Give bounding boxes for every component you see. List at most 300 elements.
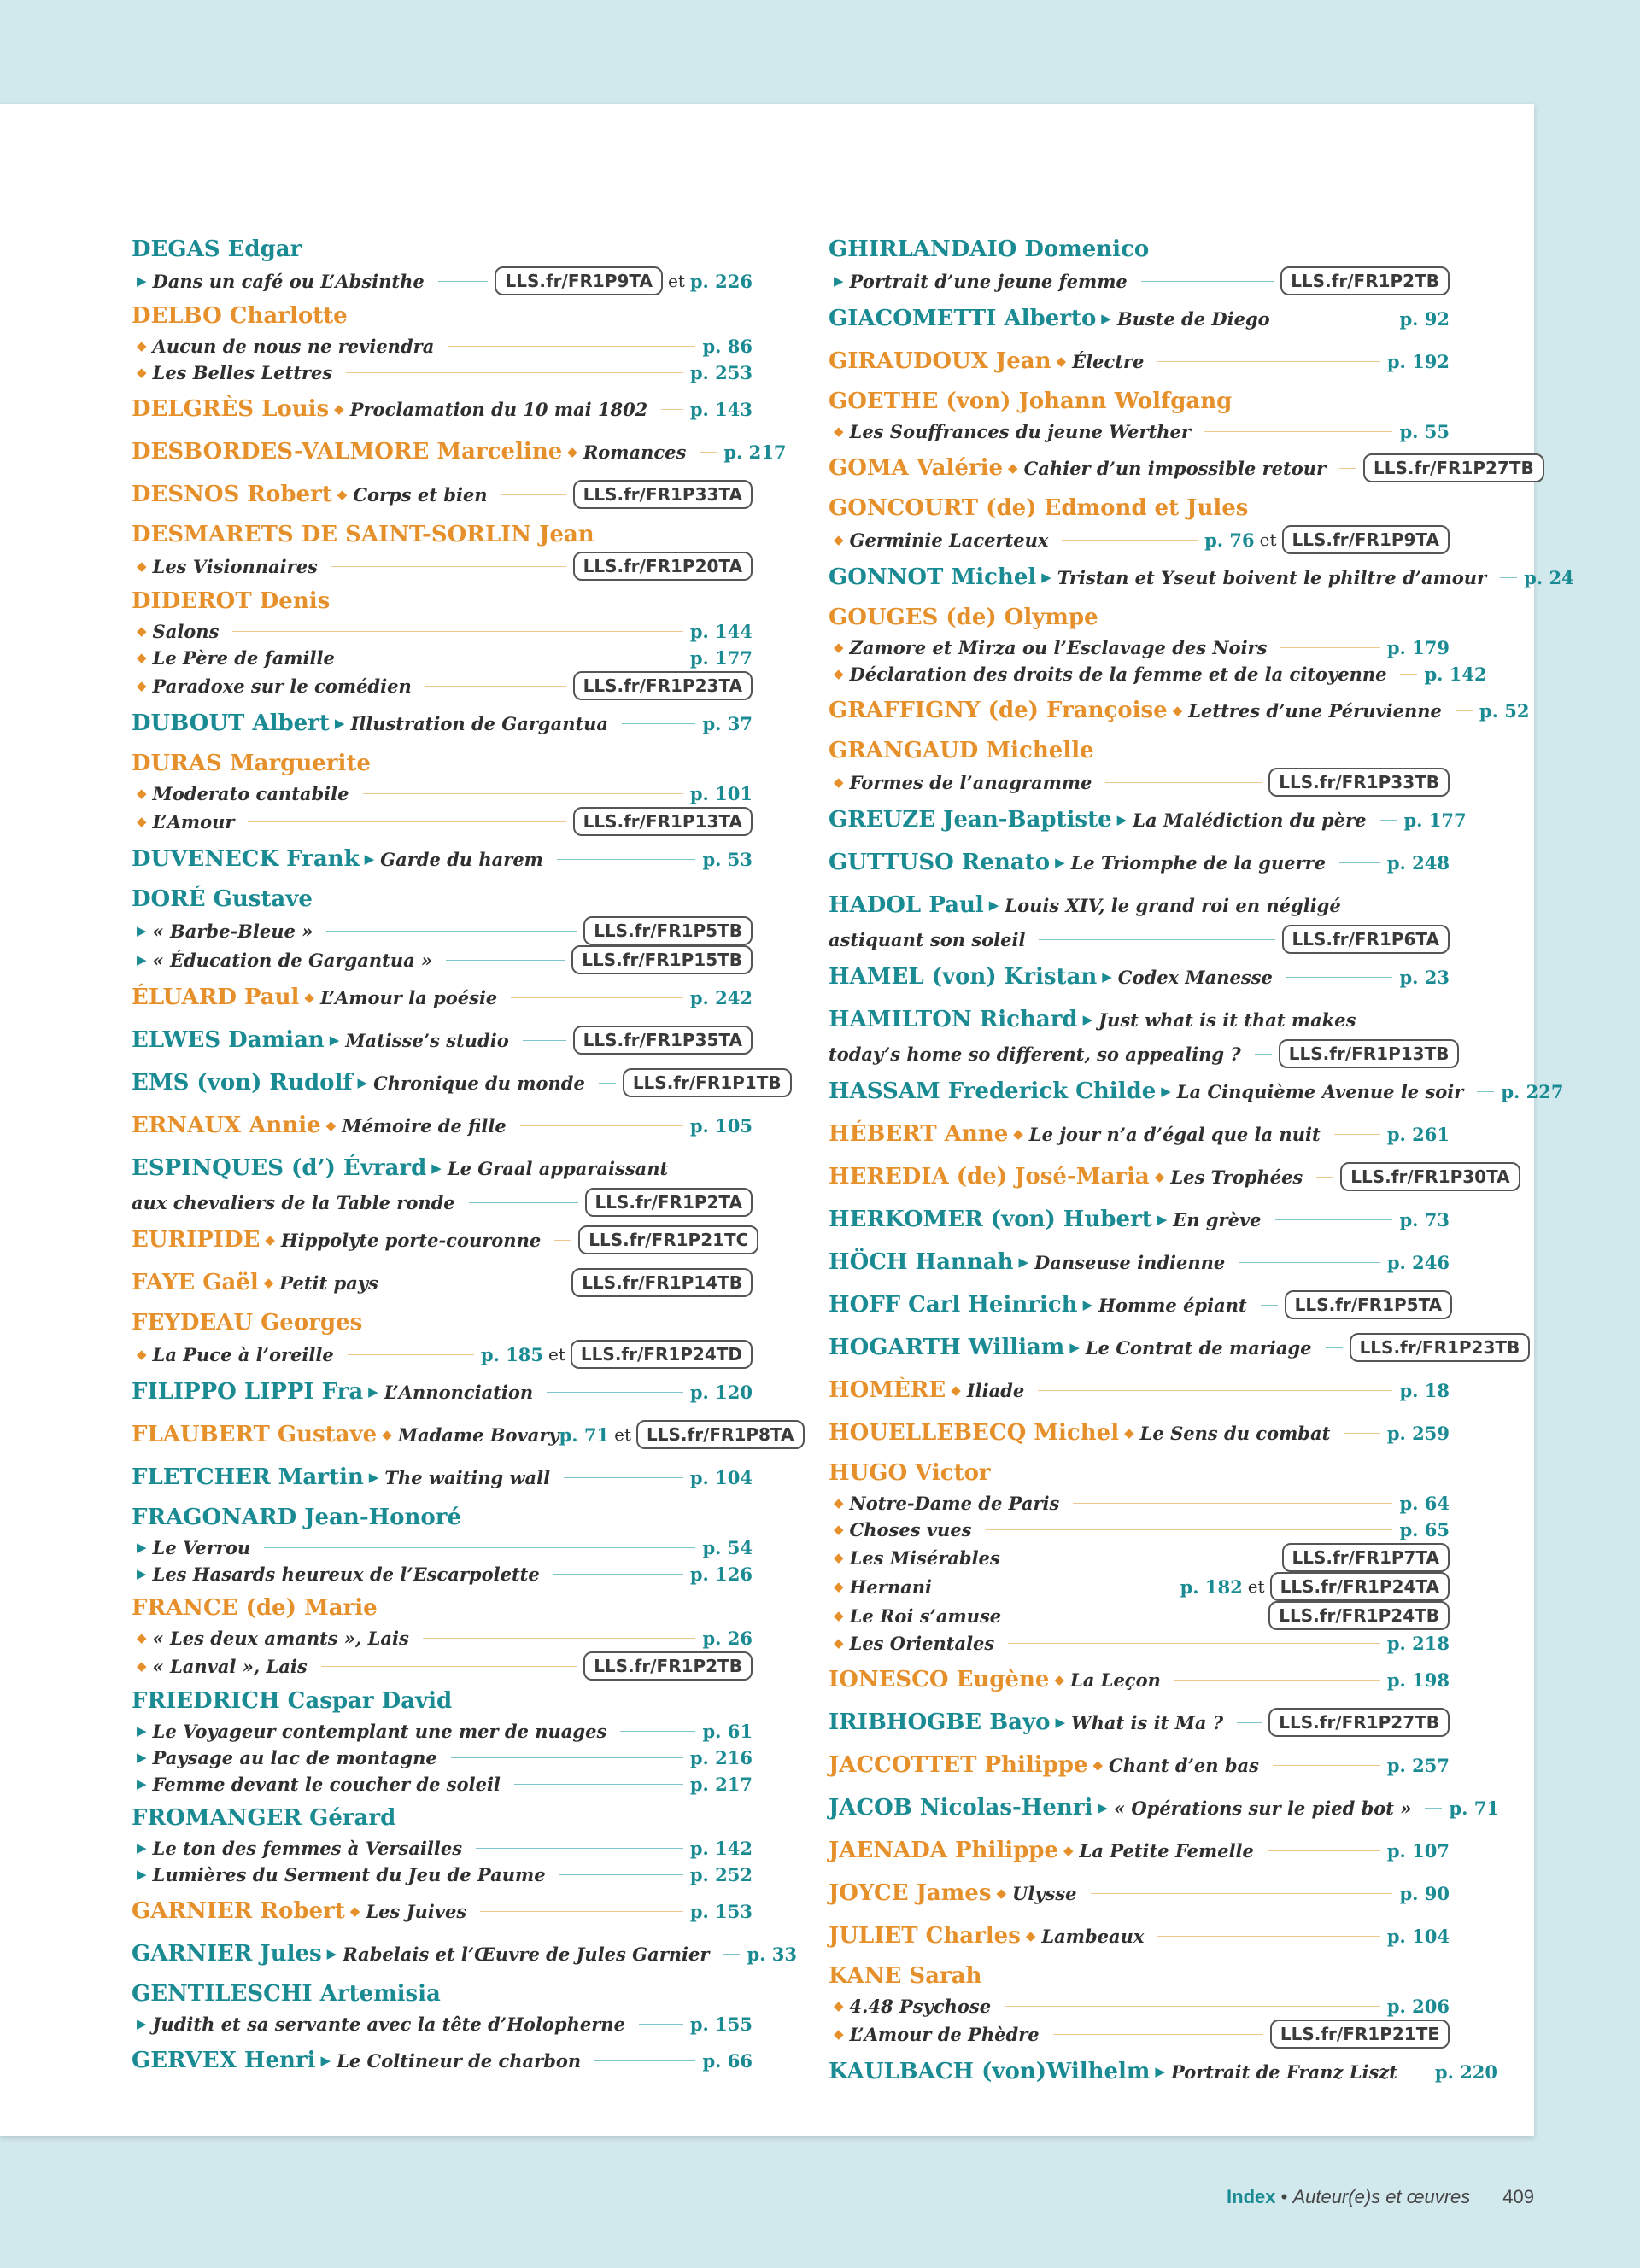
index-entry <box>829 299 1450 338</box>
index-entry <box>132 389 753 429</box>
text-marker-icon <box>834 769 844 796</box>
author-name: DESBORDES-VALMORE Marceline <box>132 439 563 465</box>
index-entry <box>132 232 753 295</box>
index-entry <box>132 1801 753 1888</box>
lls-link[interactable]: LLS.fr/FR1P30TA <box>1340 1162 1520 1191</box>
work-row <box>132 671 753 700</box>
index-entry <box>132 1106 753 1145</box>
dotted-leader <box>1141 281 1274 282</box>
author-name: GUTTUSO Renato <box>829 850 1051 875</box>
index-entry <box>829 1371 1450 1410</box>
work-title: Illustration de Gargantua <box>350 712 609 734</box>
page-ref: p. 261 <box>1386 1123 1450 1145</box>
entry-headline <box>829 1660 1450 1699</box>
work-title: Aucun de nous ne reviendra <box>152 336 435 357</box>
index-entry <box>132 882 753 974</box>
index-entry <box>132 1891 753 1931</box>
work-title: Électre <box>1072 350 1145 372</box>
entry-headline <box>829 1413 1450 1453</box>
author-name: HOUELLEBECQ Michel <box>829 1420 1120 1446</box>
text-marker-icon <box>350 1903 360 1919</box>
lls-link[interactable]: LLS.fr/FR1P15TB <box>571 945 753 974</box>
text-marker-icon <box>834 2021 844 2048</box>
dotted-leader <box>1091 1893 1393 1894</box>
author-name: DUBOUT Albert <box>132 710 330 736</box>
work-title: Les Visionnaires <box>152 555 318 577</box>
entry-headline <box>829 886 1450 925</box>
work-title: Paysage au lac de montagne <box>152 1747 437 1768</box>
work-row <box>132 1534 753 1561</box>
dotted-leader <box>438 281 489 282</box>
work-row <box>829 1490 1450 1517</box>
work-title: Le Contrat de mariage <box>1085 1336 1312 1359</box>
work-title: 4.48 Psychose <box>849 1996 992 2017</box>
index-entry <box>829 1072 1564 1111</box>
work-row <box>132 359 753 386</box>
index-entry <box>829 1456 1450 1657</box>
page-ref: p. 120 <box>689 1381 753 1403</box>
work-title: The waiting wall <box>384 1466 551 1488</box>
author-name: GOUGES (de) Olympe <box>829 605 1098 630</box>
dotted-leader <box>1239 1262 1380 1263</box>
artwork-marker-icon <box>1102 969 1112 985</box>
artwork-marker-icon <box>1083 1012 1093 1027</box>
work-row <box>829 661 1487 687</box>
page-ref: p. 37 <box>702 712 753 734</box>
page-ref: p. 198 <box>1386 1669 1450 1691</box>
text-marker-icon <box>1008 460 1018 476</box>
text-marker-icon <box>1026 1928 1036 1944</box>
author-name: JOYCE James <box>829 1880 992 1906</box>
dotted-leader <box>594 2060 695 2061</box>
dotted-leader <box>1339 862 1380 863</box>
work-title: Homme épiant <box>1098 1294 1247 1316</box>
text-marker-icon <box>137 673 147 699</box>
work-title: Ulysse <box>1012 1882 1077 1904</box>
work-title: Portrait d’une jeune femme <box>849 270 1128 292</box>
lls-link[interactable]: LLS.fr/FR1P23TA <box>573 671 753 700</box>
artwork-marker-icon <box>369 1470 379 1485</box>
artwork-marker-icon <box>137 947 147 973</box>
lls-link[interactable]: LLS.fr/FR1P9TA <box>495 266 662 295</box>
dotted-leader <box>1316 1177 1333 1178</box>
author-name: FROMANGER Gérard <box>132 1805 396 1831</box>
work-title: Le Coltineur de charbon <box>337 2049 582 2072</box>
page-ref: p. 26 <box>702 1628 753 1649</box>
work-title: Hippolyte porte-couronne <box>280 1229 542 1251</box>
lls-link[interactable]: LLS.fr/FR1P7TA <box>1282 1543 1450 1572</box>
work-title-continued: astiquant son soleil <box>829 928 1026 950</box>
index-entry <box>829 800 1467 839</box>
lls-link[interactable]: LLS.fr/FR1P24TB <box>1268 1601 1450 1630</box>
page-ref: p. 242 <box>689 986 753 1008</box>
page-ref: p. 65 <box>1399 1519 1450 1540</box>
dotted-leader <box>1062 540 1198 541</box>
page-ref: p. 144 <box>689 621 753 642</box>
index-entry <box>829 1788 1499 1827</box>
index-column-right <box>829 232 1574 2095</box>
lls-link[interactable]: LLS.fr/FR1P27TB <box>1268 1708 1450 1737</box>
index-entry <box>829 843 1450 882</box>
page-ref: p. 64 <box>1399 1493 1450 1514</box>
index-entry <box>132 1934 797 1973</box>
work-title: Femme devant le coucher de soleil <box>152 1774 501 1795</box>
entry-headline <box>829 1371 1450 1410</box>
dotted-leader <box>1275 1219 1393 1220</box>
work-title: Déclaration des droits de la femme et de la citoyenne <box>849 663 1387 685</box>
work-title: Choses vues <box>849 1519 972 1540</box>
entry-headline <box>132 1063 782 1102</box>
artwork-marker-icon <box>137 1771 147 1797</box>
entry-headline <box>132 2041 753 2080</box>
artwork-marker-icon <box>137 1561 147 1587</box>
text-marker-icon <box>137 1653 147 1680</box>
entry-headline <box>829 1157 1510 1196</box>
dotted-leader <box>1268 1850 1380 1851</box>
page-ref: p. 217 <box>723 441 787 463</box>
work-row <box>829 525 1450 554</box>
dotted-leader <box>1053 2034 1263 2035</box>
work-title: Madame Bovary <box>397 1423 559 1446</box>
text-marker-icon <box>1124 1425 1134 1441</box>
page-ref: p. 53 <box>702 848 753 870</box>
text-marker-icon <box>137 618 147 645</box>
entry-headline <box>829 448 1534 488</box>
entry-headline <box>132 432 787 471</box>
entry-headline <box>132 978 753 1017</box>
lls-link[interactable]: LLS.fr/FR1P5TA <box>1285 1290 1452 1319</box>
entry-headline <box>132 1891 753 1931</box>
author-name: DUVENECK Frank <box>132 846 360 872</box>
dotted-leader <box>511 997 683 998</box>
lls-link[interactable]: LLS.fr/FR1P24TA <box>1270 1572 1450 1601</box>
dotted-leader <box>1500 577 1517 578</box>
author-name: DESMARETS DE SAINT-SORLIN Jean <box>132 522 594 547</box>
work-title: Portrait de Franz Liszt <box>1170 2060 1397 2083</box>
text-marker-icon <box>137 1625 147 1651</box>
page-ref: p. 259 <box>1386 1422 1450 1444</box>
dotted-leader <box>1105 782 1262 783</box>
dotted-leader <box>348 1354 474 1355</box>
index-entry <box>132 978 753 1017</box>
dotted-leader <box>480 1911 683 1912</box>
page-ref: p. 143 <box>689 398 753 420</box>
work-row <box>132 1862 753 1888</box>
author-name: DELGRÈS Louis <box>132 396 330 422</box>
lls-link[interactable]: LLS.fr/FR1P14TB <box>571 1268 753 1297</box>
lls-link[interactable]: LLS.fr/FR1P35TA <box>573 1026 753 1055</box>
text-marker-icon <box>834 1517 844 1543</box>
index-entry <box>829 1703 1450 1742</box>
work-title: Mémoire de fille <box>342 1114 507 1137</box>
work-title: L’Annonciation <box>384 1381 534 1403</box>
author-name: HADOL Paul <box>829 892 984 918</box>
page-ref: p. 206 <box>1386 1996 1450 2017</box>
page-ref: p. 126 <box>689 1564 753 1585</box>
artwork-marker-icon <box>365 851 375 867</box>
work-title: L’Amour la poésie <box>319 986 498 1008</box>
lls-link[interactable]: LLS.fr/FR1P27TB <box>1363 453 1544 482</box>
artwork-marker-icon <box>335 716 345 731</box>
page-ref: p. 107 <box>1386 1839 1450 1862</box>
page-ref: p. 252 <box>689 1864 753 1885</box>
page-ref: p. 86 <box>702 336 753 357</box>
work-title: Garde du harem <box>380 848 543 870</box>
author-name: JAENADA Philippe <box>829 1838 1058 1863</box>
index-entry <box>132 1149 753 1217</box>
artwork-marker-icon <box>137 1862 147 1888</box>
page-ref: p. 55 <box>1399 421 1450 442</box>
page-ref: p. 104 <box>689 1466 753 1488</box>
page-ref: p. 104 <box>1386 1925 1450 1947</box>
text-marker-icon <box>1173 703 1183 718</box>
index-entry <box>829 691 1530 730</box>
work-title: Petit pays <box>279 1271 378 1294</box>
page-number: 409 <box>1502 2186 1534 2207</box>
work-title: Iliade <box>966 1379 1025 1401</box>
index-entry <box>829 2052 1498 2091</box>
text-marker-icon <box>1013 1126 1023 1142</box>
dotted-leader <box>554 1240 571 1241</box>
dotted-leader <box>520 1125 683 1126</box>
index-entry <box>829 1413 1450 1453</box>
work-title: « Les deux amants », Lais <box>152 1628 409 1649</box>
et-label: et <box>614 1424 632 1445</box>
author-name: HUGO Victor <box>829 1460 991 1486</box>
artwork-marker-icon <box>1157 1212 1168 1227</box>
page-ref: p. 253 <box>689 362 753 383</box>
dotted-leader <box>446 960 565 961</box>
artwork-marker-icon <box>137 2011 147 2037</box>
lls-link[interactable]: LLS.fr/FR1P6TA <box>1282 925 1450 954</box>
author-name: JACOB Nicolas-Henri <box>829 1795 1093 1821</box>
entry-headline <box>132 475 753 514</box>
artwork-marker-icon <box>1155 2064 1165 2079</box>
artwork-marker-icon <box>1019 1254 1029 1270</box>
author-name: GONNOT Michel <box>829 564 1037 590</box>
work-title: « Barbe-Bleue » <box>152 920 313 942</box>
author-name: GOETHE (von) Johann Wolfgang <box>829 389 1233 414</box>
work-row <box>132 1835 753 1862</box>
dotted-leader <box>1039 939 1274 940</box>
work-title: Cahier d’un impossible retour <box>1023 457 1327 479</box>
footer-subtitle: Auteur(e)s et œuvres <box>1292 2186 1471 2207</box>
index-entry <box>829 734 1450 797</box>
index-entry <box>132 1306 753 1369</box>
author-name: GIACOMETTI Alberto <box>829 306 1097 331</box>
lls-link[interactable]: LLS.fr/FR1P13TB <box>1279 1039 1460 1068</box>
work-title: Proclamation du 10 mai 1802 <box>349 398 648 420</box>
lls-link[interactable]: LLS.fr/FR1P13TA <box>573 807 753 836</box>
entry-headline <box>829 1285 1450 1324</box>
lls-link[interactable]: LLS.fr/FR1P8TA <box>636 1420 804 1449</box>
author-name: IRIBHOGBE Bayo <box>829 1710 1051 1735</box>
author-name: EMS (von) Rudolf <box>132 1070 353 1096</box>
index-entry <box>829 600 1487 687</box>
dotted-leader <box>620 1731 695 1732</box>
artwork-marker-icon <box>1101 311 1111 326</box>
lls-link[interactable]: LLS.fr/FR1P2TB <box>1280 266 1450 295</box>
page-ref: p. 192 <box>1386 350 1450 372</box>
work-row <box>132 1188 753 1217</box>
lls-link[interactable]: LLS.fr/FR1P23TB <box>1350 1333 1531 1362</box>
index-entry <box>829 1114 1450 1154</box>
text-marker-icon <box>1092 1757 1103 1773</box>
page-ref: p. 24 <box>1524 566 1574 588</box>
author-name: HERKOMER (von) Hubert <box>829 1207 1152 1232</box>
artwork-marker-icon <box>321 2053 331 2068</box>
lls-link[interactable]: LLS.fr/FR1P9TA <box>1282 525 1450 554</box>
work-title: Formes de l’anagramme <box>849 771 1092 793</box>
index-entry <box>132 1263 753 1302</box>
index-column-left <box>132 232 797 2084</box>
footer-separator: • <box>1275 2186 1293 2207</box>
text-marker-icon <box>265 1232 275 1248</box>
author-name: HAMEL (von) Kristan <box>829 964 1098 990</box>
work-title: La Puce à l’oreille <box>152 1343 334 1365</box>
work-title: Zamore et Mirza ou l’Esclavage des Noirs <box>849 637 1268 658</box>
work-title: Les Trophées <box>1170 1166 1303 1188</box>
index-entry <box>829 1200 1450 1239</box>
text-marker-icon <box>834 1490 844 1517</box>
work-row <box>132 1561 753 1587</box>
text-marker-icon <box>1155 1169 1165 1184</box>
text-marker-icon <box>304 990 314 1005</box>
lls-link[interactable]: LLS.fr/FR1P2TB <box>583 1651 753 1681</box>
entry-headline <box>829 1328 1520 1367</box>
work-title-continued: today’s home so different, so appealing ? <box>829 1043 1241 1065</box>
page-ref: p. 61 <box>702 1721 753 1742</box>
index-entry <box>829 1157 1510 1196</box>
author-name: HÖCH Hannah <box>829 1249 1014 1275</box>
entry-headline <box>829 1745 1450 1785</box>
artwork-marker-icon <box>1055 855 1065 870</box>
work-title: Louis XIV, le grand roi en négligé <box>1004 894 1341 916</box>
work-row <box>132 1651 753 1681</box>
page-ref: p. 66 <box>702 2049 753 2072</box>
page-ref: p. 227 <box>1501 1080 1564 1102</box>
work-row <box>132 266 753 295</box>
work-title: Dans un café ou L’Absinthe <box>152 270 425 292</box>
artwork-marker-icon <box>1041 570 1051 585</box>
dotted-leader <box>363 793 683 794</box>
artwork-marker-icon <box>137 1534 147 1561</box>
dotted-leader <box>599 1083 616 1084</box>
author-name: DELBO Charlotte <box>132 303 348 329</box>
entry-headline <box>132 1263 753 1302</box>
work-row <box>132 552 753 581</box>
dotted-leader <box>1073 1503 1392 1504</box>
text-marker-icon <box>137 359 147 386</box>
index-entry <box>829 1660 1450 1699</box>
entry-headline <box>132 1149 753 1188</box>
index-entry <box>132 432 787 471</box>
dotted-leader <box>1204 431 1393 432</box>
page-ref: p. 177 <box>1403 809 1467 831</box>
dotted-leader <box>557 859 696 860</box>
author-name: GOMA Valérie <box>829 455 1004 481</box>
page-footer <box>1227 2186 1534 2208</box>
lls-link[interactable]: LLS.fr/FR1P1TB <box>623 1068 792 1097</box>
index-entry <box>132 1500 753 1587</box>
author-name: HÉBERT Anne <box>829 1121 1009 1147</box>
artwork-marker-icon <box>1055 1715 1065 1730</box>
work-row <box>829 418 1450 445</box>
work-title: Matisse’s studio <box>345 1029 509 1051</box>
index-entry <box>132 475 753 514</box>
entry-headline <box>829 299 1450 338</box>
page-ref: p. 257 <box>1386 1754 1450 1776</box>
author-name: ELWES Damian <box>132 1027 325 1053</box>
lls-link[interactable]: LLS.fr/FR1P24TD <box>571 1340 753 1369</box>
work-row <box>132 1745 753 1771</box>
page-ref: p. 142 <box>689 1838 753 1859</box>
lls-link[interactable]: LLS.fr/FR1P33TB <box>1268 768 1450 797</box>
entry-headline <box>132 1106 753 1145</box>
author-name: GHIRLANDAIO Domenico <box>829 237 1150 262</box>
work-row <box>829 925 1450 954</box>
work-title: Les Belles Lettres <box>152 362 333 383</box>
dotted-leader <box>639 2024 683 2025</box>
work-title: Just what is it that makes <box>1098 1008 1356 1031</box>
lls-link[interactable]: LLS.fr/FR1P33TA <box>573 480 753 509</box>
work-title: Lumières du Serment du Jeu de Paume <box>152 1864 546 1885</box>
work-title: « Éducation de Gargantua » <box>152 949 433 971</box>
lls-link[interactable]: LLS.fr/FR1P21TE <box>1270 2020 1450 2049</box>
dotted-leader <box>1004 2006 1380 2007</box>
page-ref: p. 246 <box>1386 1251 1450 1273</box>
page-ref: p. 73 <box>1399 1208 1450 1230</box>
lls-link[interactable]: LLS.fr/FR1P5TB <box>583 916 753 945</box>
work-title: Le Graal apparaissant <box>447 1157 669 1179</box>
work-row <box>132 333 753 359</box>
text-marker-icon <box>996 1885 1006 1901</box>
work-row <box>829 1572 1450 1601</box>
artwork-marker-icon <box>137 918 147 944</box>
text-marker-icon <box>137 553 147 580</box>
dotted-leader <box>1157 361 1380 362</box>
work-title: Les Juives <box>366 1900 467 1922</box>
lls-link[interactable]: LLS.fr/FR1P2TA <box>585 1188 753 1217</box>
dotted-leader <box>1477 1091 1494 1092</box>
author-name: HOGARTH William <box>829 1335 1065 1360</box>
index-entry <box>132 1020 753 1060</box>
text-marker-icon <box>326 1118 337 1133</box>
index-entry <box>829 1873 1450 1913</box>
entry-headline <box>829 1242 1450 1282</box>
dotted-leader <box>1425 1808 1442 1809</box>
work-title: Le Père de famille <box>152 647 335 669</box>
entry-headline <box>132 839 753 879</box>
index-entry <box>132 1063 782 1102</box>
work-title: Les Orientales <box>849 1633 995 1654</box>
index-entry <box>829 1959 1450 2049</box>
work-row <box>132 1625 753 1651</box>
author-name: FLAUBERT Gustave <box>132 1422 378 1447</box>
lls-link[interactable]: LLS.fr/FR1P21TC <box>578 1225 758 1254</box>
dotted-leader <box>1339 468 1356 469</box>
work-title: Moderato cantabile <box>152 783 349 804</box>
entry-headline <box>132 389 753 429</box>
author-name: JACCOTTET Philippe <box>829 1752 1088 1778</box>
page-ref: p. 248 <box>1386 851 1450 874</box>
text-marker-icon <box>834 1574 844 1600</box>
lls-link[interactable]: LLS.fr/FR1P20TA <box>573 552 753 581</box>
dotted-leader <box>559 1874 683 1875</box>
entry-headline <box>829 1000 1450 1039</box>
entry-headline <box>132 1415 794 1454</box>
entry-headline <box>829 957 1450 997</box>
